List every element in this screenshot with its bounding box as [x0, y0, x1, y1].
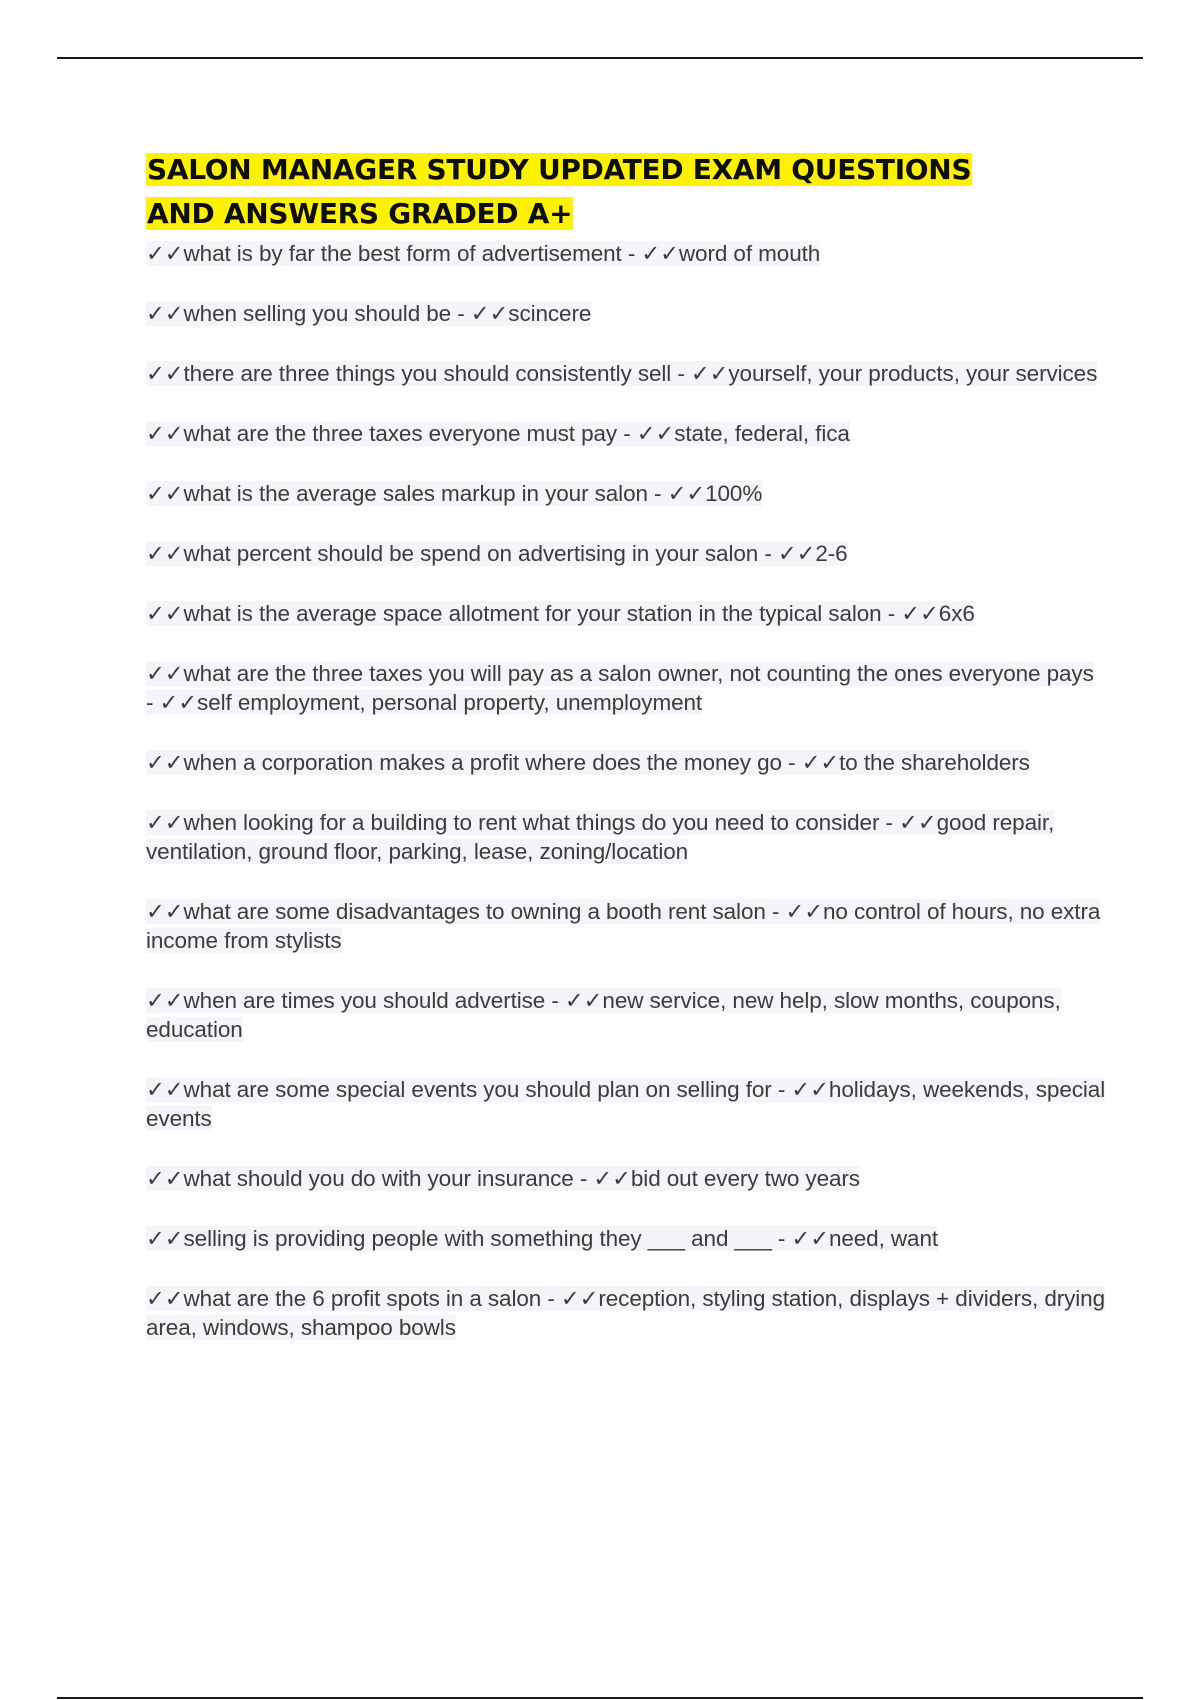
qa-item-text: ✓✓when selling you should be - ✓✓scincere: [146, 301, 592, 326]
qa-item: [146, 359, 1106, 388]
qa-item-text: ✓✓what are the three taxes you will pay as a salon owner, not counting the ones everyone pays - ✓✓self employment, personal property, unemployment: [146, 661, 1094, 715]
title-line-1: SALON MANAGER STUDY UPDATED EXAM QUESTIONS: [147, 153, 972, 186]
qa-item-text: ✓✓what should you do with your insurance - ✓✓bid out every two years: [146, 1166, 860, 1191]
qa-item-text: ✓✓what are some disadvantages to owning a booth rent salon - ✓✓no control of hours, no extra income from stylists: [146, 899, 1101, 953]
qa-item: [146, 479, 1106, 508]
qa-item: [146, 897, 1106, 955]
qa-item: [146, 808, 1106, 866]
qa-item-text: ✓✓what are the 6 profit spots in a salon - ✓✓reception, styling station, displays + dividers, drying area, windows, shampoo bowls: [146, 1286, 1105, 1340]
qa-item: [146, 539, 1106, 568]
qa-item: [146, 1224, 1106, 1253]
qa-item-text: ✓✓there are three things you should consistently sell - ✓✓yourself, your products, your services: [146, 361, 1098, 386]
qa-item-text: ✓✓what are some special events you should plan on selling for - ✓✓holidays, weekends, special events: [146, 1077, 1106, 1131]
qa-item: [146, 239, 1106, 268]
qa-list: [146, 239, 1106, 1342]
qa-item-text: ✓✓what is the average sales markup in your salon - ✓✓100%: [146, 481, 763, 506]
qa-item: [146, 748, 1106, 777]
qa-item: [146, 659, 1106, 717]
qa-item-text: ✓✓what are the three taxes everyone must pay - ✓✓state, federal, fica: [146, 421, 850, 446]
top-rule: [57, 57, 1143, 59]
document-body: [146, 148, 1106, 1373]
qa-item: [146, 1164, 1106, 1193]
qa-item: [146, 299, 1106, 328]
qa-item-text: ✓✓when a corporation makes a profit where does the money go - ✓✓to the shareholders: [146, 750, 1030, 775]
qa-item-text: ✓✓selling is providing people with something they ___ and ___ - ✓✓need, want: [146, 1226, 939, 1251]
qa-item: [146, 599, 1106, 628]
qa-item-text: ✓✓what percent should be spend on advertising in your salon - ✓✓2-6: [146, 541, 848, 566]
bottom-rule: [57, 1697, 1143, 1699]
qa-item: [146, 1284, 1106, 1342]
qa-item-text: ✓✓what is the average space allotment for your station in the typical salon - ✓✓6x6: [146, 601, 975, 626]
qa-item-text: ✓✓what is by far the best form of advertisement - ✓✓word of mouth: [146, 241, 821, 266]
qa-item: [146, 1075, 1106, 1133]
qa-item-text: ✓✓when looking for a building to rent what things do you need to consider - ✓✓good repair, ventilation, ground floor, parking, lease, zoning/location: [146, 810, 1055, 864]
qa-item: [146, 419, 1106, 448]
title-line-2: AND ANSWERS GRADED A+: [147, 197, 573, 230]
qa-item: [146, 986, 1106, 1044]
document-title: [146, 148, 1106, 236]
qa-item-text: ✓✓when are times you should advertise - ✓✓new service, new help, slow months, coupons, education: [146, 988, 1061, 1042]
